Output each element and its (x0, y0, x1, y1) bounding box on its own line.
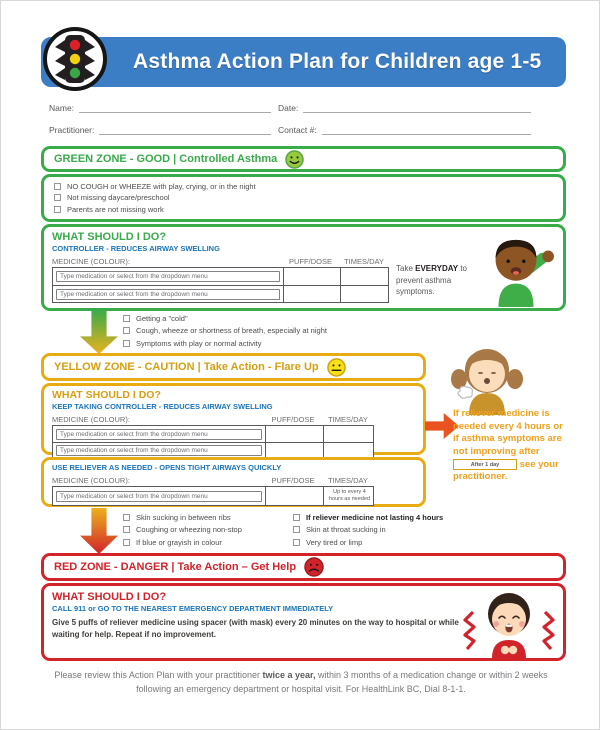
checklist-item: Parents are not missing work (54, 204, 553, 215)
green-zone-title: GREEN ZONE - GOOD | Controlled Asthma (54, 153, 278, 165)
green-controller-heading: CONTROLLER - REDUCES AIRWAY SWELLING (52, 244, 220, 253)
yellow-zone-reliever (41, 457, 426, 507)
times-day-cell[interactable] (323, 443, 375, 458)
table-row (53, 268, 388, 285)
checkbox[interactable] (293, 539, 300, 546)
contact-input-line[interactable] (322, 124, 531, 135)
call-911-heading: CALL 911 or GO TO THE NEAREST EMERGENCY DEPARTMENT IMMEDIATELY (52, 604, 334, 613)
traffic-light-icon (43, 27, 107, 91)
puff-dose-label: PUFF/DOSE (271, 475, 315, 485)
date-label: Date: (278, 103, 299, 113)
header-bar (41, 37, 566, 87)
yellow-to-red-arrow-icon (80, 508, 118, 554)
puff-dose-cell[interactable] (283, 286, 340, 302)
after-1-day-field[interactable]: After 1 day (453, 459, 517, 470)
table-row (53, 285, 388, 302)
red-warning-checklist-left: Skin sucking in between ribs Coughing or wheezing non-stop If blue or grayish in colour (123, 512, 288, 548)
puff-dose-cell[interactable] (283, 268, 340, 285)
checklist-item: Not missing daycare/preschool (54, 192, 553, 203)
times-day-cell[interactable] (340, 286, 390, 302)
red-warning-checklist-right: If reliever medicine not lasting 4 hours Skin at throat sucking in Very tired or limp (293, 512, 493, 548)
yellow-zone-controller (41, 383, 426, 455)
footer-note: Please review this Action Plan with your practitioner twice a year, within 3 months of a medication change or within 2 weeks following an emergency department or hospital visit. For HealthLink BC, Dial 8-1-1. (54, 670, 548, 694)
checkbox[interactable] (123, 539, 130, 546)
yellow-zone-title: YELLOW ZONE - CAUTION | Take Action - Flare Up (54, 361, 319, 373)
medicine-input[interactable] (56, 429, 262, 440)
date-input-line[interactable] (303, 102, 531, 113)
checkbox[interactable] (123, 514, 130, 521)
neutral-face-icon (327, 358, 346, 377)
red-what-should-i-do: WHAT SHOULD I DO? (52, 591, 167, 603)
girl-illustration (451, 345, 523, 415)
medicine-input[interactable] (56, 289, 280, 300)
green-zone-checklist (41, 174, 566, 222)
yellow-reliever-table (52, 486, 374, 506)
date-field (278, 99, 531, 113)
medicine-colour-label: MEDICINE (COLOUR): (52, 414, 130, 424)
green-to-yellow-arrow-icon (80, 310, 118, 354)
times-day-label: TIMES/DAY (344, 256, 384, 266)
sad-face-icon (304, 557, 324, 577)
checkbox[interactable] (123, 315, 130, 322)
practitioner-field (49, 121, 271, 135)
yellow-controller-table (52, 425, 374, 459)
puff-dose-cell[interactable] (265, 487, 323, 505)
medicine-colour-label: MEDICINE (COLOUR): (52, 475, 130, 485)
green-side-note: Take EVERYDAY to prevent asthma symptoms. (396, 264, 468, 297)
name-field (49, 99, 271, 113)
table-row (53, 442, 373, 458)
yellow-controller-heading: KEEP TAKING CONTROLLER - REDUCES AIRWAY SWELLING (52, 402, 273, 411)
yellow-reliever-heading: USE RELIEVER AS NEEDED - OPENS TIGHT AIRWAYS QUICKLY (52, 463, 282, 472)
checklist-item: NO COUGH or WHEEZE with play, crying, or in the night (54, 181, 553, 192)
name-label: Name: (49, 103, 75, 113)
contact-field (278, 121, 531, 135)
yellow-warning-checklist: Getting a "cold" Cough, wheeze or shortness of breath, especially at night Symptoms with play or normal activity (123, 313, 327, 349)
yellow-zone-header (41, 353, 426, 381)
checkbox[interactable] (293, 526, 300, 533)
green-what-should-i-do: WHAT SHOULD I DO? (52, 231, 167, 243)
green-zone-actions (41, 224, 566, 311)
yellow-what-should-i-do: WHAT SHOULD I DO? (52, 389, 161, 401)
table-row (53, 426, 373, 442)
checkbox[interactable] (123, 340, 130, 347)
puff-dose-cell[interactable] (265, 426, 323, 442)
red-zone-title: RED ZONE - DANGER | Take Action – Get Help (54, 561, 297, 573)
green-zone-header (41, 146, 566, 172)
medicine-colour-label: MEDICINE (COLOUR): (52, 256, 130, 266)
medicine-input[interactable] (56, 445, 262, 456)
checkbox[interactable] (123, 327, 130, 334)
checkbox[interactable] (123, 526, 130, 533)
checkbox[interactable] (54, 206, 61, 213)
medicine-input[interactable] (56, 491, 262, 502)
red-zone-instructions: Give 5 puffs of reliever medicine using spacer (with mask) every 20 minutes on the way to hospital or while waiting for help. Repeat if no improvement. (52, 618, 459, 639)
times-day-label: TIMES/DAY (328, 414, 368, 424)
checkbox[interactable] (54, 183, 61, 190)
distressed-child-illustration (461, 590, 557, 658)
puff-dose-cell[interactable] (265, 443, 323, 458)
medicine-input[interactable] (56, 271, 280, 282)
table-row (53, 487, 373, 505)
practitioner-input-line[interactable] (99, 124, 271, 135)
reliever-times-cell: Up to every 4 hours as needed (323, 487, 375, 505)
puff-dose-label: PUFF/DOSE (271, 414, 315, 424)
contact-label: Contact #: (278, 125, 317, 135)
red-zone-header (41, 553, 566, 581)
checkbox[interactable] (54, 194, 61, 201)
happy-face-icon (285, 150, 304, 169)
red-zone-actions (41, 583, 566, 661)
green-medicine-table (52, 267, 389, 303)
name-input-line[interactable] (79, 102, 271, 113)
boy-illustration (477, 233, 555, 307)
times-day-cell[interactable] (340, 268, 390, 285)
times-day-cell[interactable] (323, 426, 375, 442)
checkbox[interactable] (293, 514, 300, 521)
practitioner-label: Practitioner: (49, 125, 95, 135)
puff-dose-label: PUFF/DOSE (289, 256, 332, 266)
yellow-zone-note: If reliever medicine is needed every 4 hours or if asthma symptoms are not improving after After 1 day see your practitioner. (453, 408, 563, 483)
page-title: Asthma Action Plan for Children age 1-5 (133, 50, 542, 73)
times-day-label: TIMES/DAY (328, 475, 368, 485)
